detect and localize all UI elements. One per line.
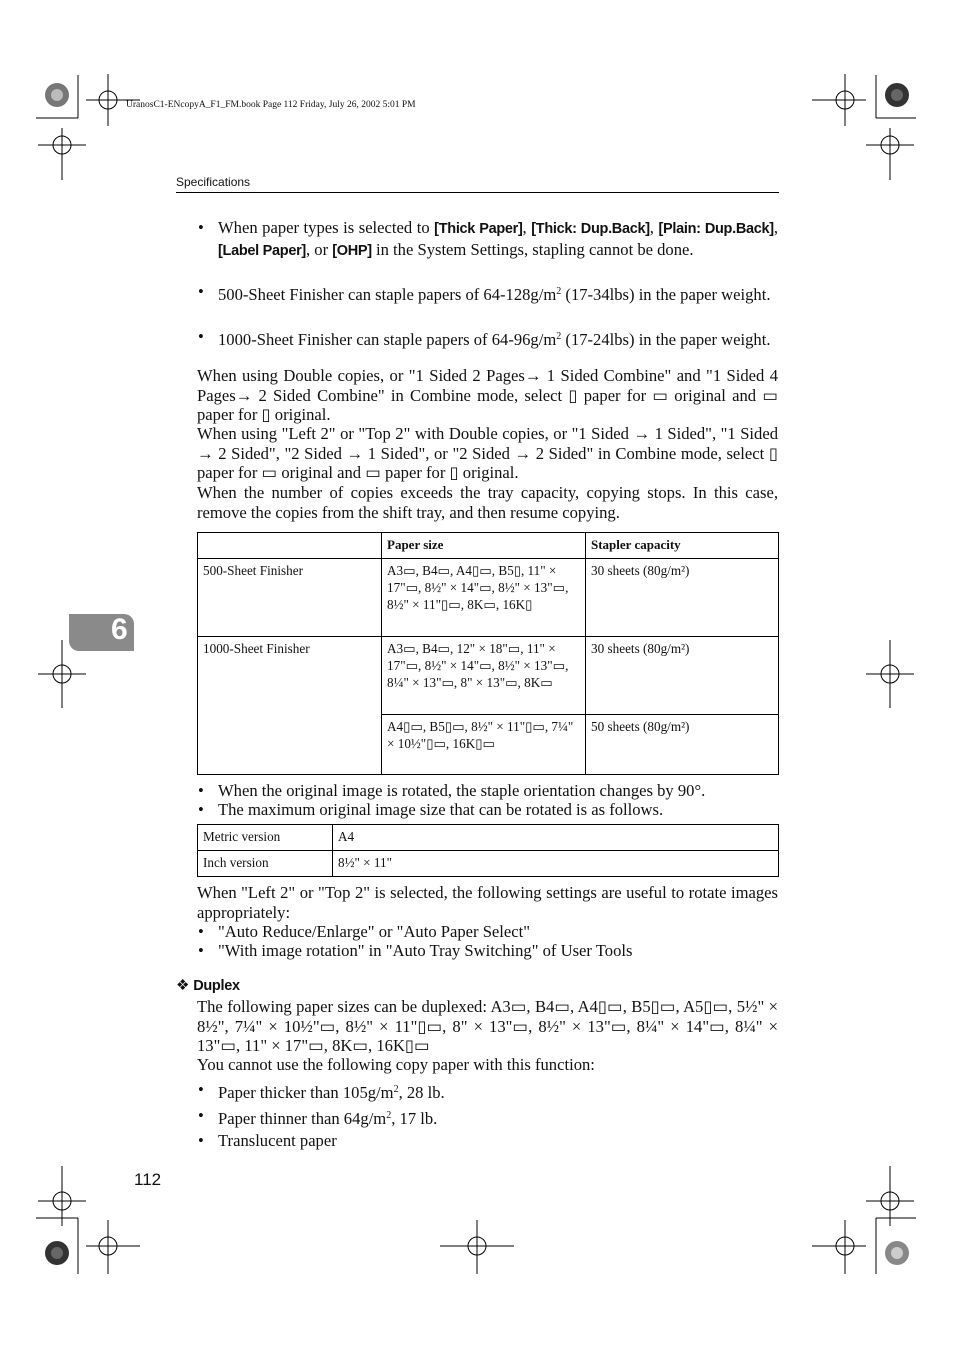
chapter-number: 6 [111, 613, 128, 646]
para-double-copies: When using Double copies, or "1 Sided 2 Pages→ 1 Sided Combine" and "1 Sided 4 Pages→ 2 Sided Combine" in Combine mode, select ▯ paper for ▭ original and ▭ paper for ▯ original. [197, 366, 778, 425]
bullet-thicker: • Paper thicker than $105g/m^2$, 28 lb. [198, 1080, 445, 1102]
bullet-thinner: • Paper thinner than $64g/m^2$, 17 lb. [198, 1106, 438, 1128]
para-duplex-cannot: You cannot use the following copy paper with this function: [197, 1055, 595, 1074]
bullet-1000-finisher: • 1000-Sheet Finisher can staple papers of $64-96g/m^2$ (17-24lbs) in the paper weight. [198, 327, 771, 349]
bullet-max-size: • The maximum original image size that can be rotated is as follows. [198, 800, 664, 819]
duplex-heading: ❖ Duplex [176, 978, 240, 994]
running-head: Specifications [176, 175, 251, 189]
bullet-image-rotation: • "With image rotation" in "Auto Tray Switching" of User Tools [198, 941, 633, 960]
bullet-rotation: • When the original image is rotated, the staple orientation changes by 90°. [198, 781, 706, 800]
table-cell: Inch version [198, 851, 333, 877]
table-cell: A4▯▭, B5▯▭, 8½" × 11"▯▭, 7¼" × 10½"▯▭, 16K▯▭ [382, 715, 586, 775]
table-row [198, 825, 779, 851]
bullet-auto-reduce: • "Auto Reduce/Enlarge" or "Auto Paper Select" [198, 922, 531, 941]
table-row [198, 851, 779, 877]
para-rotate-settings: When "Left 2" or "Top 2" is selected, the following settings are useful to rotate images appropriately: [197, 883, 778, 922]
table-cell: Metric version [198, 825, 333, 851]
table-row [198, 559, 779, 637]
table-cell: 30 sheets (80g/m²) [586, 637, 779, 715]
bullet-500-finisher: • 500-Sheet Finisher can staple papers of $64-128g/m^2$ (17-34lbs) in the paper weight. [198, 282, 771, 304]
table-cell: 50 sheets (80g/m²) [586, 715, 779, 775]
header-rule [176, 192, 779, 193]
table-cell: A3▭, B4▭, A4▯▭, B5▯, 11" × 17"▭, 8½" × 14"▭, 8½" × 13"▭, 8½" × 11"▯▭, 8K▭, 16K▯ [382, 559, 586, 637]
table-cell: 1000-Sheet Finisher [198, 637, 382, 775]
table-header: Stapler capacity [586, 533, 779, 559]
table-cell: 30 sheets (80g/m²) [586, 559, 779, 637]
bullet-paper-types: • When paper types is selected to [Thick Paper], [Thick: Dup.Back], [Plain: Dup.Back], [Label Paper], or [OHP] in the System Settings, stapling cannot be done. [198, 218, 778, 259]
table-cell: 8½" × 11" [333, 851, 779, 877]
rotate-size-table [197, 824, 779, 877]
para-left2-top2: When using "Left 2" or "Top 2" with Double copies, or "1 Sided → 1 Sided", "1 Sided → 2 Sided", "2 Sided → 1 Sided", or "2 Sided → 2 Sided" in Combine mode, select ▯ paper for ▭ original and ▭ paper for ▯ original. [197, 424, 778, 483]
page-number: 112 [134, 1170, 162, 1189]
para-tray-capacity: When the number of copies exceeds the tray capacity, copying stops. In this case, remove the copies from the shift tray, and then resume copying. [197, 483, 778, 522]
table-header: Paper size [382, 533, 586, 559]
staple-capacity-table [197, 532, 779, 775]
diamond-icon: ❖ [176, 978, 190, 994]
bullet-translucent: • Translucent paper [198, 1131, 337, 1150]
table-row [198, 637, 779, 715]
file-header: UranosC1-ENcopyA_F1_FM.book Page 112 Friday, July 26, 2002 5:01 PM [126, 100, 416, 110]
para-duplex-sizes: The following paper sizes can be duplexed: A3▭, B4▭, A4▯▭, B5▯▭, A5▯▭, 5½" × 8½", 7¼" × 10½"▭, 8½" × 11"▯▭, 8" × 13"▭, 8½" × 13"▭, 8¼" × 14"▭, 8¼" × 13"▭, 11" × 17"▭, 8K▭, 16K▯▭ [197, 997, 778, 1056]
table-cell: A3▭, B4▭, 12" × 18"▭, 11" × 17"▭, 8½" × 14"▭, 8½" × 13"▭, 8¼" × 13"▭, 8" × 13"▭, 8K▭ [382, 637, 586, 715]
table-header [198, 533, 382, 559]
table-cell: A4 [333, 825, 779, 851]
table-cell: 500-Sheet Finisher [198, 559, 382, 637]
